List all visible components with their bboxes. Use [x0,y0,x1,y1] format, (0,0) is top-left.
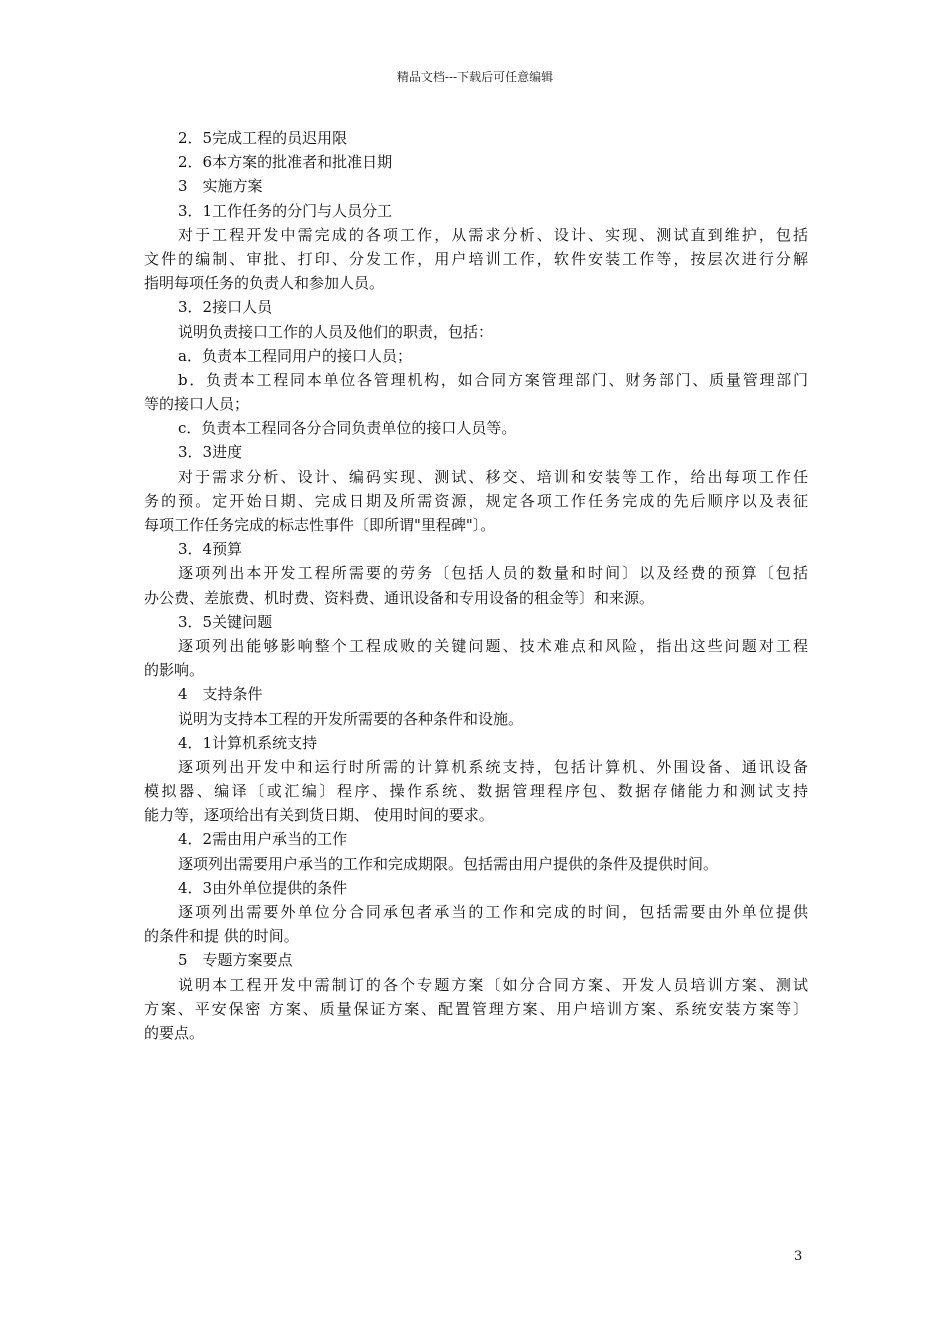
text-line: 逐项列出需要用户承当的工作和完成期限。包括需由用户提供的条件及提供时间。 [178,854,719,873]
text-line: 逐项列出能够影响整个工程成败的关键问题、技术难点和风险，指出这些问题对工程 [178,636,808,655]
text-line: 3．1工作任务的分门与人员分工 [178,201,393,220]
text-line: 指明每项任务的负责人和参加人员。 [144,274,385,293]
text-line: 4．2需由用户承当的工作 [178,830,348,849]
text-line: 模拟器、编译〔或汇编〕程序、操作系统、数据管理程序包、数据存储能力和测试支持 [144,782,808,801]
text-line: 说明为支持本工程的开发所需要的各种条件和设施。 [178,709,524,728]
text-line: 文件的编制、审批、打印、分发工作，用户培训工作，软件安装工作等，按层次进行分解 [144,249,808,268]
document-body [144,126,808,1045]
text-line: 逐项列出本开发工程所需要的劳务〔包括人员的数量和时间〕以及经费的预算〔包括 [178,564,808,583]
text-line: 等的接口人员； [144,395,250,414]
text-line: 对于需求分析、设计、编码实现、测试、移交、培训和安装等工作，给出每项工作任 [178,467,808,486]
text-line: 逐项列出需要外单位分合同承包者承当的工作和完成的时间，包括需要由外单位提供 [178,903,808,921]
text-line: c．负责本工程同各分合同负责单位的接口人员等。 [178,419,517,438]
page-number: 3 [794,1249,803,1264]
text-line: 5 专题方案要点 [178,951,293,970]
text-line: b．负责本工程同本单位各管理机构，如合同方案管理部门、财务部门、质量管理部门 [178,370,808,389]
text-line: 3．4预算 [178,540,243,559]
text-line: 的影响。 [144,661,205,680]
text-line: 方案、平安保密 方案、质量保证方案、配置管理方案、用户培训方案、系统安装方案等〕 [144,999,808,1018]
text-line: 务的预。定开始日期、完成日期及所需资源，规定各项工作任务完成的先后顺序以及表征 [144,491,808,510]
text-line: 3 实施方案 [178,177,263,196]
text-line: 4．3由外单位提供的条件 [178,878,348,897]
text-line: 逐项列出开发中和运行时所需的计算机系统支持，包括计算机、外围设备、通讯设备 [178,757,808,776]
text-line: 说明本工程开发中需制订的各个专题方案〔如分合同方案、开发人员培训方案、测试 [178,975,808,994]
text-line: 对于工程开发中需完成的各项工作，从需求分析、设计、实现、测试直到维护，包括 [178,225,808,244]
text-line: 办公费、差旅费、机时费、资料费、通讯设备和专用设备的租金等〕和来源。 [144,588,655,607]
text-line: 2．5完成工程的员迟用限 [178,129,348,147]
text-line: 3．2接口人员 [178,298,273,317]
text-line: 3．3进度 [178,443,243,462]
text-line: 每项工作任务完成的标志性事件〔即所谓"里程碑"〕。 [144,516,496,534]
text-line: 的条件和提 供的时间。 [144,927,299,946]
text-line: 4．1计算机系统支持 [178,733,318,752]
text-line: 的要点。 [144,1023,205,1042]
page-header: 精品文档---下载后可任意编辑 [396,70,554,84]
text-line: 3．5关键问题 [178,612,273,631]
text-line: a．负责本工程同用户的接口人员； [178,346,412,365]
text-line: 说明负责接口工作的人员及他们的职责，包括： [178,322,494,341]
text-line: 4 支持条件 [178,685,263,704]
text-line: 2．6本方案的批准者和批准日期 [178,153,393,172]
text-line: 能力等，逐项给出有关到货日期、 使用时间的要求。 [144,806,494,825]
